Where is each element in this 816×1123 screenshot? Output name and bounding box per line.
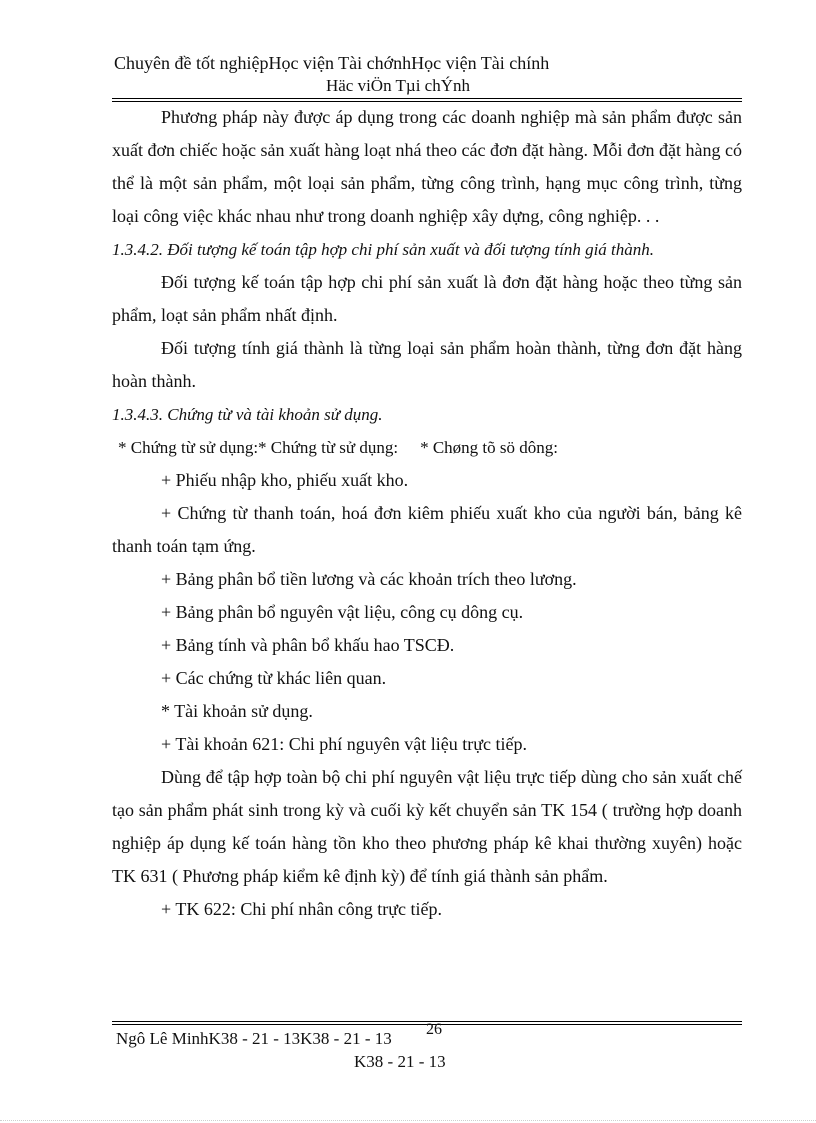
list-item: + Phiếu nhập kho, phiếu xuất kho. xyxy=(161,470,409,490)
list-item: + Bảng tính và phân bổ khấu hao TSCĐ. xyxy=(161,635,455,655)
header-title: Chuyên đề tốt nghiệpHọc viện Tài chớnhHọc viện Tài chính xyxy=(114,53,550,73)
paragraph-method: Phương pháp này được áp dụng trong các doanh nghiệp mà sản phẩm được sản xuất đơn chiếc hoặc sản xuất hàng loạt nhá theo các đơn đặt hàng. Mỗi đơn đặt hàng có thể là một sản phẩm, một loại sản phẩm, từng công trình, hạng mục công trình, từng loại công việc khác nhau như trong doanh nghiệp xây dựng, công nghiệp. . . xyxy=(112,107,742,226)
header-subtitle: Häc viÖn Tµi chÝnh xyxy=(325,76,471,95)
accounts-label: * Tài khoản sử dụng. xyxy=(161,701,313,721)
documents-label: * Chứng từ sử dụng:* Chứng từ sử dụng: xyxy=(118,438,399,457)
list-item: + Bảng phân bổ nguyên vật liệu, công cụ dông cụ. xyxy=(161,602,524,622)
paragraph-cost-object: Đối tượng kế toán tập hợp chi phí sản xuất là đơn đặt hàng hoặc theo từng sản phẩm, loạt sản phẩm nhất định. xyxy=(112,272,742,325)
page-number: 26 xyxy=(426,1021,442,1038)
documents-label-garbled: * Chøng tõ sö dông: xyxy=(420,438,558,457)
page-body xyxy=(112,101,742,926)
list-item: + Bảng phân bổ tiền lương và các khoản trích theo lương. xyxy=(161,569,577,589)
list-item: + Các chứng từ khác liên quan. xyxy=(161,668,387,688)
page-edge-divider xyxy=(0,1120,816,1121)
footer-author: Ngô Lê MinhK38 - 21 - 13K38 - 21 - 13 xyxy=(116,1029,392,1048)
list-item: + TK 622: Chi phí nhân công trực tiếp. xyxy=(161,899,443,919)
footer-class-code: K38 - 21 - 13 xyxy=(354,1052,446,1071)
list-item: + Tài khoản 621: Chi phí nguyên vật liệu trực tiếp. xyxy=(161,734,528,754)
list-item: + Chứng từ thanh toán, hoá đơn kiêm phiếu xuất kho của người bán, bảng kê thanh toán tạm ứng. xyxy=(112,503,742,556)
section-heading-1-3-4-3: 1.3.4.3. Chứng từ và tài khoản sử dụng. xyxy=(112,405,383,424)
documents-label-line xyxy=(112,431,742,464)
section-heading-1-3-4-2: 1.3.4.2. Đối tượng kế toán tập hợp chi phí sản xuất và đối tượng tính giá thành. xyxy=(112,240,655,259)
paragraph-costing-object: Đối tượng tính giá thành là từng loại sản phẩm hoàn thành, từng đơn đặt hàng hoàn thành. xyxy=(112,338,742,391)
header-rule-top xyxy=(112,98,742,99)
paragraph-account-621: Dùng để tập hợp toàn bộ chi phí nguyên vật liệu trực tiếp dùng cho sản xuất chế tạo sản phẩm phát sinh trong kỳ và cuối kỳ kết chuyển sản TK 154 ( trường hợp doanh nghiệp áp dụng kế toán hàng tồn kho theo phương pháp kê khai thường xuyên) hoặc TK 631 ( Phương pháp kiểm kê định kỳ) để tính giá thành sản phẩm. xyxy=(112,767,742,886)
